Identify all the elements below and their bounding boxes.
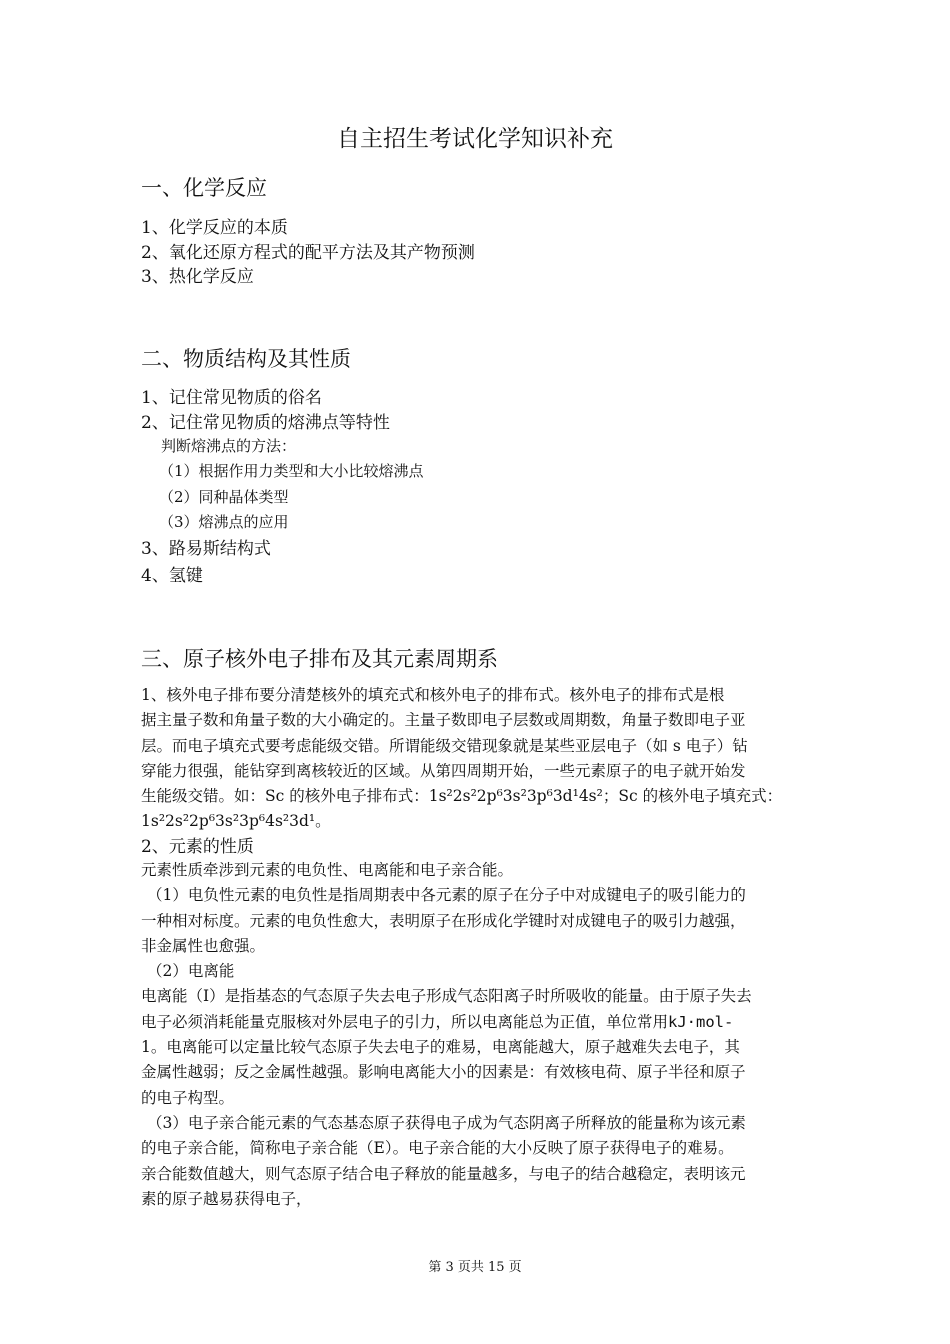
text-line: 据主量子数和角量子数的大小确定的。主量子数即电子层数或周期数，角量子数即电子亚 (141, 711, 746, 730)
text-line: 1、核外电子排布要分清楚核外的填充式和核外电子的排布式。核外电子的排布式是根 (141, 686, 725, 704)
unit-text: kJ·mol- (668, 1012, 734, 1031)
text-segment: ；Sc 的核外电子填充式： (602, 787, 783, 806)
section-heading-1: 一、化学反应 (141, 176, 267, 200)
sub-item: （2）同种晶体类型 (159, 488, 289, 506)
list-item: 1、化学反应的本质 (141, 218, 288, 238)
text-line: （1）电负性元素的电负性是指周期表中各元素的原子在分子中对成键电子的吸引能力的 (147, 886, 746, 905)
text-line (141, 784, 811, 809)
text-segment: 电子必须消耗能量克服核对外层电子的引力，所以电离能总为正值，单位常用 (141, 1012, 669, 1031)
sc-fill-formula: 1s²2s²2p⁶3s²3p⁶4s²3d¹ (141, 812, 316, 831)
text-line: （2）电离能 (147, 962, 235, 981)
text-line: 1。电离能可以定量比较气态原子失去电子的难易，电离能越大，原子越难失去电子，其 (141, 1038, 740, 1057)
text-line: 的电子构型。 (141, 1088, 235, 1107)
text-line: 穿能力很强，能钻穿到离核较近的区域。从第四周期开始，一些元素原子的电子就开始发 (141, 761, 746, 780)
text-line: 一种相对标度。元素的电负性愈大，表明原子在形成化学键时对成键电子的吸引力越强， (141, 911, 746, 930)
text-line: 非金属性也愈强。 (141, 936, 266, 955)
page-footer: 第 3 页共 15 页 (428, 1260, 522, 1275)
list-item: 3、热化学反应 (141, 267, 254, 287)
list-item: 2、氧化还原方程式的配平方法及其产物预测 (141, 243, 475, 263)
list-item: 1、记住常见物质的俗名 (141, 388, 322, 408)
paragraph-electron-config (141, 683, 811, 835)
sub-item: （3）熔沸点的应用 (159, 513, 289, 531)
text-segment: 生能级交错。如：Sc 的核外电子排布式： (141, 787, 429, 806)
text-line: 电离能（I）是指基态的气态原子失去电子形成气态阳离子时所吸收的能量。由于原子失去 (141, 987, 752, 1006)
text-line: 亲合能数值越大，则气态原子结合电子释放的能量越多，与电子的结合越稳定，表明该元 (141, 1164, 746, 1183)
list-item: 2、元素的性质 (141, 837, 254, 857)
text-line: 素的原子越易获得电子， (141, 1189, 312, 1208)
page-title: 自主招生考试化学知识补充 (337, 126, 613, 152)
list-item: 3、路易斯结构式 (141, 539, 271, 559)
text-line: 的电子亲合能，简称电子亲合能（E）。电子亲合能的大小反映了原子获得电子的难易。 (141, 1139, 734, 1158)
sc-config-formula: 1s²2s²2p⁶3s²3p⁶3d¹4s² (428, 787, 603, 806)
text-line: （3）电子亲合能元素的气态基态原子获得电子成为气态阴离子所释放的能量称为该元素 (147, 1113, 746, 1132)
text-line: 层。而电子填充式要考虑能级交错。所谓能级交错现象就是某些亚层电子（如 s 电子）钻 (141, 736, 748, 755)
text-line (141, 1010, 811, 1035)
method-label: 判断熔沸点的方法： (161, 437, 297, 455)
text-line (141, 809, 811, 834)
sub-item: （1）根据作用力类型和大小比较熔沸点 (159, 462, 424, 480)
section-heading-2: 二、物质结构及其性质 (141, 347, 351, 371)
text-line: 金属性越弱；反之金属性越强。影响电离能大小的因素是：有效核电荷、原子半径和原子 (141, 1063, 746, 1082)
text-line: 元素性质牵涉到元素的电负性、电离能和电子亲合能。 (141, 861, 514, 879)
list-item: 2、记住常见物质的熔沸点等特性 (141, 413, 390, 433)
list-item: 4、氢键 (141, 566, 203, 586)
section-heading-3: 三、原子核外电子排布及其元素周期系 (141, 647, 498, 671)
paragraph-properties (141, 858, 811, 1212)
text-segment: 。 (315, 812, 331, 831)
